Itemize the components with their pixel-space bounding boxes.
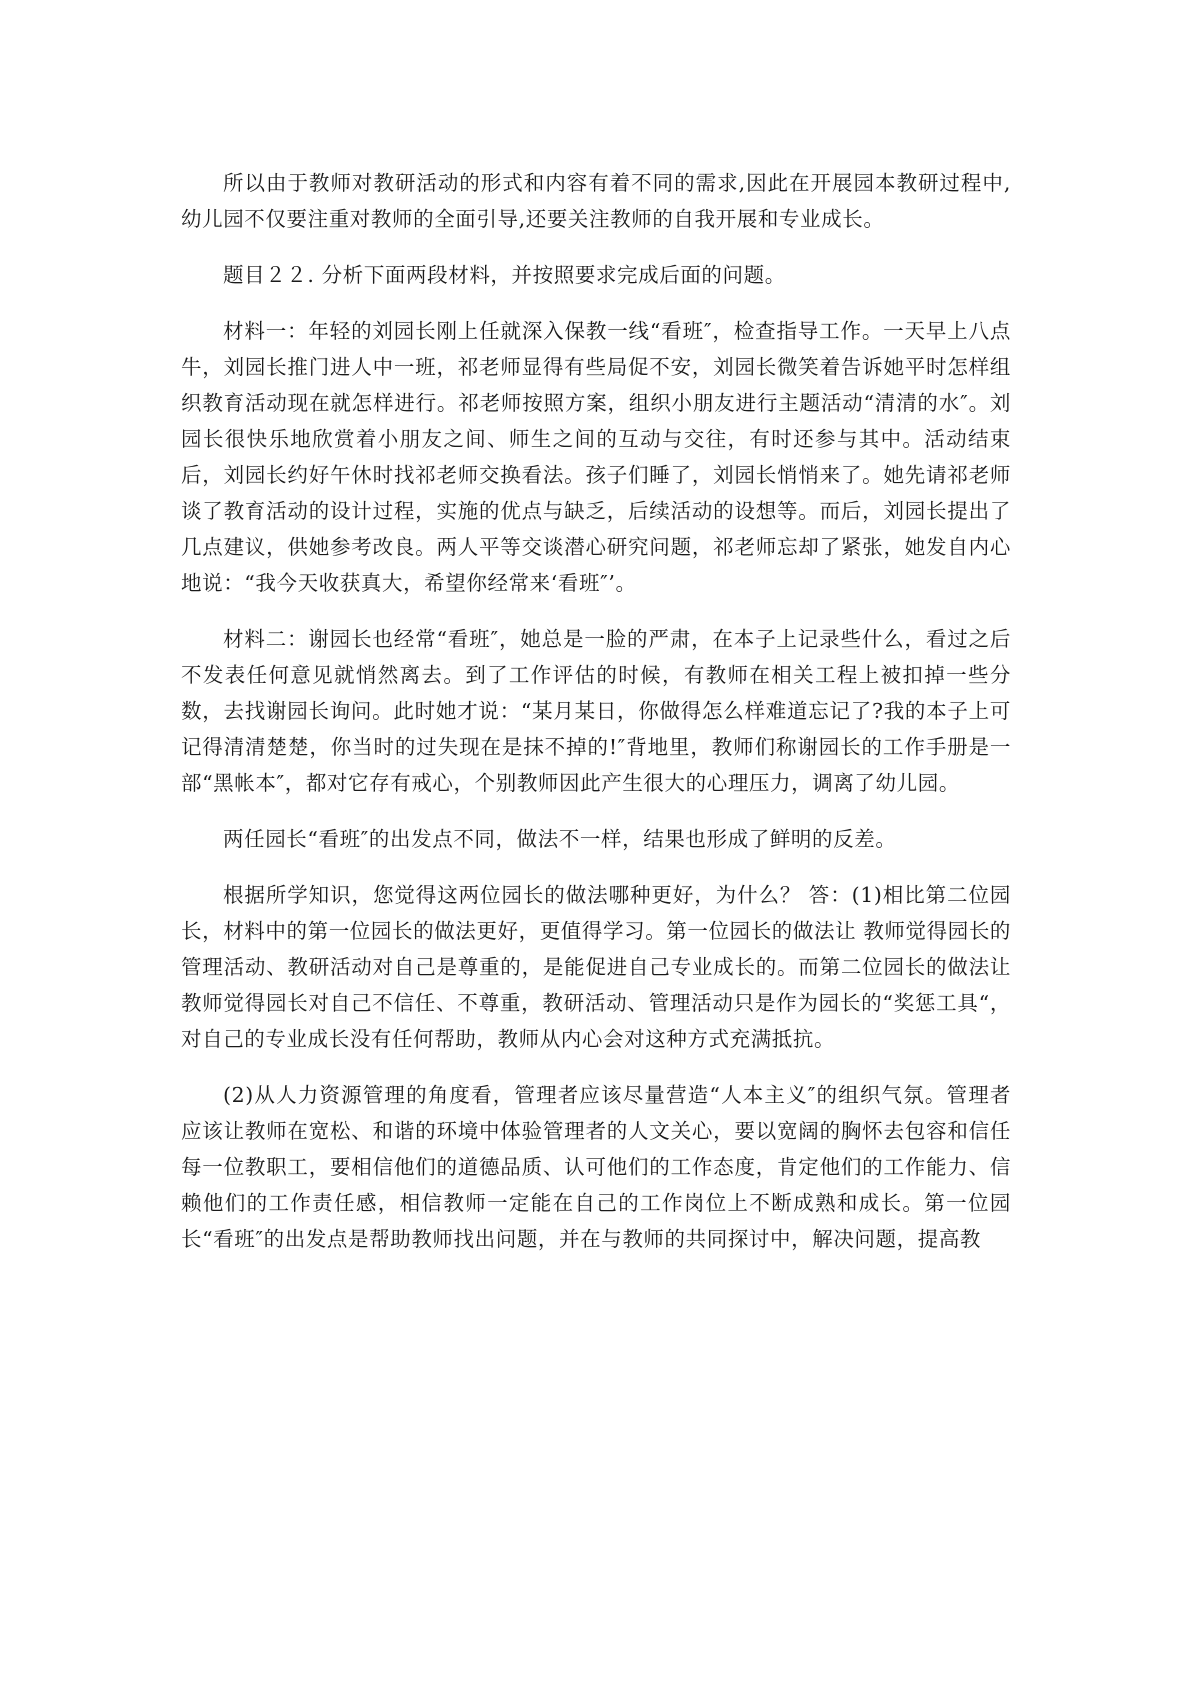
paragraph-answer-part-2: (2)从人力资源管理的角度看，管理者应该尽量营造“人本主义″的组织气氛。管理者应该让教师在宽松、和谐的环境中体验管理者的人文关心，要以宽阔的胸怀去包容和信任每一位教职工，要相信他们的道德品质、认可他们的工作态度，肯定他们的工作能力、信赖他们的工作责任感，相信教师一定能在自己的工作岗位上不断成熟和成长。第一位园长“看班″的出发点是帮助教师找出问题，并在与教师的共同探讨中，解决问题，提高教 — [181, 1083, 1011, 1251]
document-body — [181, 165, 1011, 1277]
paragraph-comparison: 两任园长“看班″的出发点不同，做法不一样，结果也形成了鲜明的反差。 — [223, 827, 897, 851]
paragraph-material-two: 材料二：谢园长也经常“看班″，她总是一脸的严肃，在本子上记录些什么，看过之后不发表任何意见就悄然离去。到了工作评估的时候，有教师在相关工程上被扣掉一些分数，去找谢园长询问。此时她才说：“某月某日，你做得怎么样难道忘记了?我的本子上可记得清清楚楚，你当时的过失现在是抹不掉的!″背地里，教师们称谢园长的工作手册是一部“黑帐本″，都对它存有戒心，个别教师因此产生很大的心理压力，调离了幼儿园。 — [181, 627, 1011, 795]
paragraph-answer-part-1: 根据所学知识，您觉得这两位园长的做法哪种更好，为什么？ 答：(1)相比第二位园长，材料中的第一位园长的做法更好，更值得学习。第一位园长的做法让 教师觉得园长的管理活动、教研活动对自己是尊重的，是能促进自己专业成长的。而第二位园长的做法让教师觉得园长对自己不信任、不尊重，教研活动、管理活动只是作为园长的“奖惩工具“，对自己的专业成长没有任何帮助，教师从内心会对这种方式充满抵抗。 — [181, 883, 1012, 1051]
paragraph-material-one: 材料一：年轻的刘园长刚上任就深入保教一线“看班″，检查指导工作。一天早上八点牛，刘园长推门进人中一班，祁老师显得有些局促不安，刘园长微笑着告诉她平时怎样组织教育活动现在就怎样进行。祁老师按照方案，组织小朋友进行主题活动“清清的水″。刘园长很快乐地欣赏着小朋友之间、师生之间的互动与交往，有时还参与其中。活动结束后，刘园长约好午休时找祁老师交换看法。孩子们睡了，刘园长悄悄来了。她先请祁老师谈了教育活动的设计过程，实施的优点与缺乏，后续活动的设想等。而后，刘园长提出了几点建议，供她参考改良。两人平等交谈潜心研究问题，祁老师忘却了紧张，她发自内心地说：“我今天收获真大，希望你经常来‘看班″’。 — [181, 319, 1011, 595]
paragraph-question-22: 题目２２. 分析下面两段材料，并按照要求完成后面的问题。 — [223, 263, 786, 287]
paragraph-intro-conclusion: 所以由于教师对教研活动的形式和内容有着不同的需求,因此在开展园本教研过程中,幼儿园不仅要注重对教师的全面引导,还要关注教师的自我开展和专业成长。 — [181, 171, 1011, 231]
